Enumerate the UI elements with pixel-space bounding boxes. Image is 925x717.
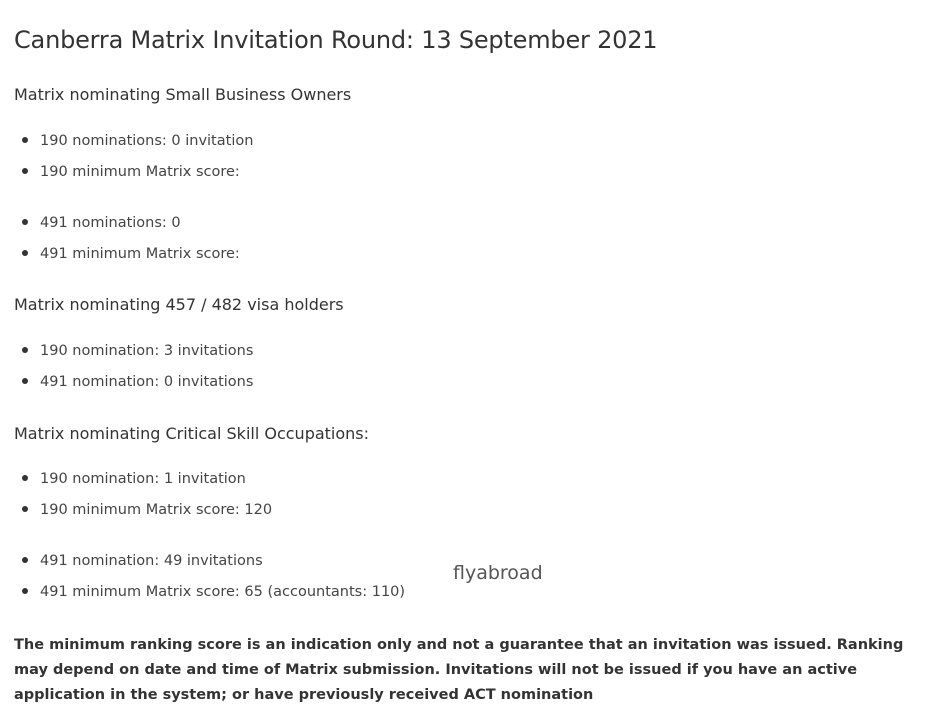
list-item-text: 190 minimum Matrix score: [40, 164, 240, 180]
bullet-icon [22, 347, 28, 353]
disclaimer-note: The minimum ranking score is an indication only and not a guarantee that an invitation was issued. Ranking may depend on date and time of Matrix submission. Invitations will not be issued if you have an active application in the system; or have previously received ACT nomination [14, 637, 904, 703]
bullet-icon [22, 475, 28, 481]
list-item-text: 190 nomination: 1 invitation [40, 471, 246, 487]
list-item [22, 164, 240, 180]
page-title: Canberra Matrix Invitation Round: 13 September 2021 [14, 26, 658, 54]
list-item-text: 491 nomination: 0 invitations [40, 374, 254, 390]
bullet-icon [22, 219, 28, 225]
list-item [22, 246, 240, 262]
list-item-text: 491 minimum Matrix score: 65 (accountants: 110) [40, 584, 406, 600]
bullet-icon [22, 250, 28, 256]
section-heading-critical-skill-occupations: Matrix nominating Critical Skill Occupations: [14, 424, 370, 443]
list-item [22, 374, 253, 390]
list-item [22, 584, 405, 600]
section-heading-small-business-owners: Matrix nominating Small Business Owners [14, 85, 352, 104]
list-item-text: 190 nomination: 3 invitations [40, 343, 254, 359]
bullet-icon [22, 588, 28, 594]
list-item [22, 471, 246, 487]
bullet-icon [22, 557, 28, 563]
bullet-icon [22, 168, 28, 174]
list-item-text: 491 minimum Matrix score: [40, 246, 240, 262]
watermark-text: flyabroad [453, 562, 543, 584]
list-item [22, 553, 263, 569]
list-item [22, 133, 253, 149]
list-item-text: 190 minimum Matrix score: 120 [40, 502, 273, 518]
list-item-text: 190 nominations: 0 invitation [40, 133, 254, 149]
list-item-text: 491 nomination: 49 invitations [40, 553, 263, 569]
list-item-text: 491 nominations: 0 [40, 215, 181, 231]
bullet-icon [22, 506, 28, 512]
list-item [22, 343, 253, 359]
section-heading-visa-holders: Matrix nominating 457 / 482 visa holders [14, 295, 344, 314]
list-item [22, 215, 181, 231]
bullet-icon [22, 378, 28, 384]
bullet-icon [22, 137, 28, 143]
list-item [22, 502, 272, 518]
